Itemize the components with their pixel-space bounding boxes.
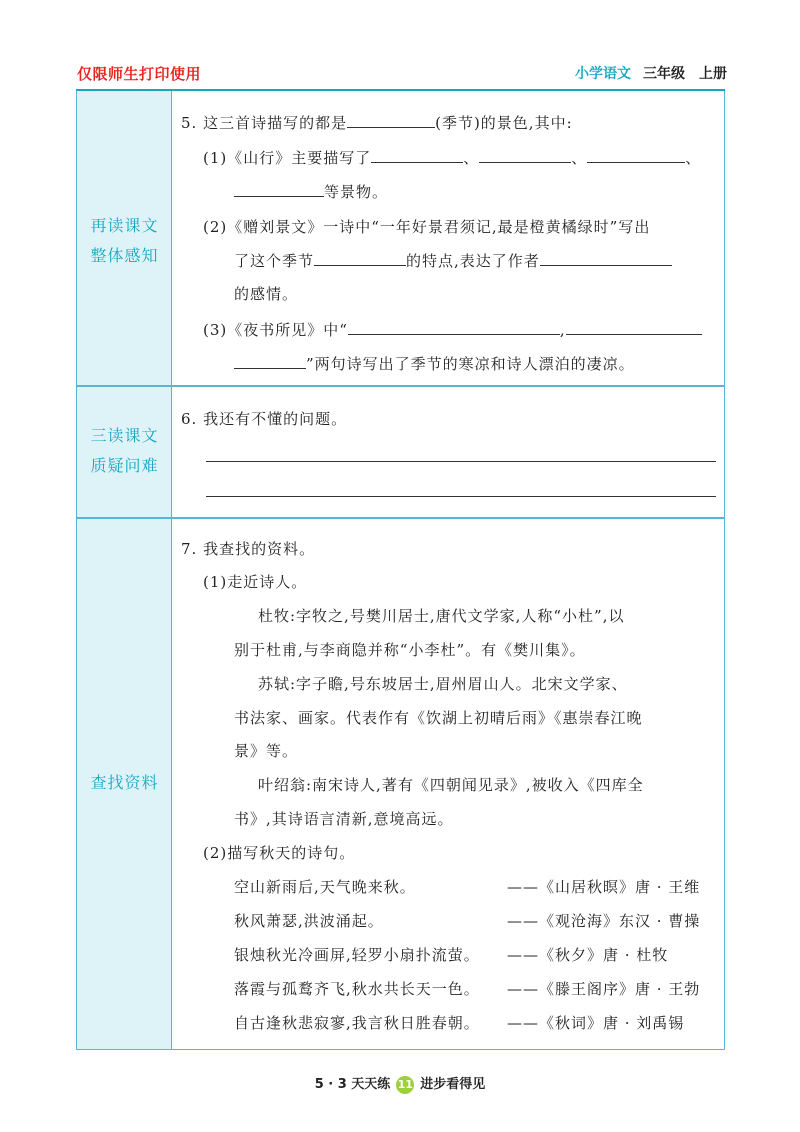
section-label-research: 查找资料: [90, 773, 159, 792]
poem-source: ——《滕王阁序》唐 · 王勃: [507, 980, 701, 998]
q5-part1-cont: 等景物。: [234, 182, 388, 202]
worksheet-table: [76, 91, 725, 1050]
poem-source: ——《观沧海》东汉 · 曹操: [507, 912, 701, 930]
poem-line: 落霞与孤鹜齐飞,秋水共长天一色。: [234, 980, 480, 998]
poem-line: 秋风萧瑟,洪波涌起。: [234, 912, 384, 930]
q5-part2-line3: 的感情。: [234, 285, 299, 303]
answer-blank[interactable]: [540, 251, 672, 266]
page-number: 11: [396, 1076, 414, 1094]
writing-line[interactable]: [206, 496, 716, 497]
ye-bio-line1: 叶绍翁:南宋诗人,著有《四朝闻见录》,被收入《四库全: [258, 776, 644, 794]
sushi-bio-line2: 书法家、画家。代表作有《饮湖上初晴后雨》《惠崇春江晚: [234, 709, 643, 727]
writing-line[interactable]: [206, 461, 716, 462]
book-info: [575, 63, 727, 83]
sushi-bio-line1: 苏轼:字子瞻,号东坡居士,眉州眉山人。北宋文学家、: [258, 675, 628, 693]
section-label-questions: 三读课文 质疑问难: [90, 426, 159, 475]
answer-blank[interactable]: [479, 148, 571, 163]
answer-blank[interactable]: [314, 251, 406, 266]
q5-part1: (1)《山行》主要描写了 、 、 、: [203, 149, 702, 167]
grade: 三年级: [643, 66, 685, 82]
q5-part3-cont: ”两句诗写出了季节的寒凉和诗人漂泊的凄凉。: [234, 354, 635, 374]
print-notice: 仅限师生打印使用: [77, 65, 202, 83]
dumu-bio-line2: 别于杜甫,与李商隐并称“小李杜”。有《樊川集》。: [234, 641, 586, 659]
page-footer: [0, 1073, 800, 1094]
q5-part2-line2: 了这个季节 的特点,表达了作者: [234, 251, 672, 271]
q5-part2: (2)《赠刘景文》一诗中“一年好景君须记,最是橙黄橘绿时”写出: [203, 218, 651, 236]
q5-part3: (3)《夜书所见》中“ ,: [203, 320, 702, 340]
answer-blank[interactable]: [234, 354, 306, 369]
dumu-bio-line1: 杜牧:字牧之,号樊川居士,唐代文学家,人称“小杜”,以: [258, 607, 625, 625]
answer-blank[interactable]: [347, 113, 435, 128]
q7-title: 7. 我查找的资料。: [181, 540, 316, 558]
volume: 上册: [699, 66, 727, 82]
poem-line: 银烛秋光冷画屏,轻罗小扇扑流萤。: [234, 946, 480, 964]
footer-brand: 5 · 3 天天练: [314, 1077, 391, 1092]
row-divider: [77, 385, 724, 387]
poem-line: 空山新雨后,天气晚来秋。: [234, 878, 416, 896]
poem-source: ——《山居秋暝》唐 · 王维: [507, 878, 701, 896]
answer-blank[interactable]: [587, 148, 685, 163]
footer-slogan: 进步看得见: [420, 1077, 486, 1092]
q7-sub2: (2)描写秋天的诗句。: [203, 844, 356, 862]
poem-source: ——《秋词》唐 · 刘禹锡: [507, 1014, 685, 1032]
section-label-reread: 再读课文 整体感知: [90, 216, 159, 265]
sushi-bio-line3: 景》等。: [234, 742, 299, 760]
q7-sub1: (1)走近诗人。: [203, 573, 308, 591]
q6-prompt: 6. 我还有不懂的问题。: [181, 410, 348, 428]
answer-blank[interactable]: [566, 320, 702, 335]
poem-line: 自古逢秋悲寂寥,我言秋日胜春朝。: [234, 1014, 480, 1032]
poem-source: ——《秋夕》唐 · 杜牧: [507, 946, 669, 964]
row-divider: [77, 517, 724, 519]
ye-bio-line2: 书》,其诗语言清新,意境高远。: [234, 810, 454, 828]
answer-blank[interactable]: [234, 182, 324, 197]
q5-intro: 5. 这三首诗描写的都是 (季节)的景色,其中:: [181, 114, 573, 132]
answer-blank[interactable]: [371, 148, 463, 163]
subject: 小学语文: [575, 66, 631, 82]
answer-blank[interactable]: [348, 320, 560, 335]
